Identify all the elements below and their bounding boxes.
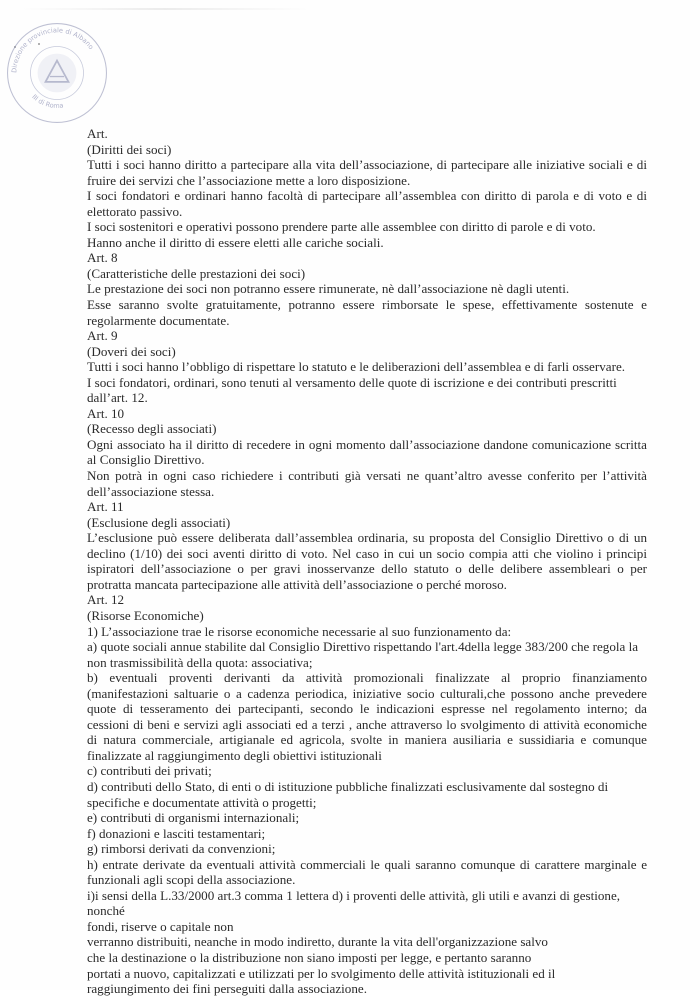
paragraph: Hanno anche il diritto di essere eletti alle cariche sociali. — [87, 234, 384, 250]
article-heading: Art. 12 — [87, 592, 125, 608]
closing-line: portati a nuovo, capitalizzati e utilizzati per lo svolgimento delle attività istituzionali ed il — [87, 965, 556, 981]
paragraph: 1) L’associazione trae le risorse economiche necessarie al suo funzionamento da: — [87, 623, 512, 639]
article-heading: Art. — [87, 126, 108, 141]
paragraph: Tutti i soci hanno l’obbligo di rispettare lo statuto e le deliberazioni dell’assemblea e di farli osservare. — [87, 359, 626, 375]
article-title: (Esclusione degli associati) — [87, 514, 231, 530]
article-heading: Art. 10 — [87, 405, 125, 421]
document-body — [87, 126, 647, 997]
article-7 — [87, 126, 647, 250]
stamp-inner-text: III di Roma — [30, 92, 64, 110]
article-heading: Art. 11 — [87, 499, 124, 515]
paragraph: Esse saranno svolte gratuitamente, potranno essere rimborsate le spese, effettivamente sostenute e regolarmente documentate. — [87, 297, 647, 328]
paragraph: I soci fondatori, ordinari, sono tenuti al versamento delle quote di iscrizione e dei contributi prescritti dall’art. 12. — [87, 374, 617, 406]
paragraph: I soci sostenitori e operativi possono prendere parte alle assemblee con diritto di parole e di voto. — [87, 219, 596, 235]
list-item: f) donazioni e lasciti testamentari; — [87, 825, 266, 841]
official-stamp — [4, 20, 110, 126]
article-heading: Art. 9 — [87, 328, 118, 344]
closing-line: che la destinazione o la distribuzione non siano imposti per legge, e pertanto saranno — [87, 949, 532, 965]
paragraph: Ogni associato ha il diritto di recedere in ogni momento dall’associazione dandone comunicazione scritta al Consiglio Direttivo. — [87, 436, 647, 468]
list-item: g) rimborsi derivati da convenzioni; — [87, 841, 276, 857]
closing-line: verranno distribuiti, neanche in modo indiretto, durante la vita dell'organizzazione salvo — [87, 934, 548, 950]
scan-edge-artifact — [20, 8, 310, 10]
closing-line: raggiungimento dei fini perseguiti dalla associazione. — [87, 981, 367, 997]
article-heading: Art. 8 — [87, 250, 118, 266]
paragraph: Le prestazione dei soci non potranno essere rimunerate, nè dall’associazione nè dagli utenti. — [87, 281, 570, 297]
closing-line: i)i sensi della L.33/2000 art.3 comma 1 lettera d) i proventi delle attività, gli utili e avanzi di gestione, nonché — [87, 887, 621, 919]
article-title: (Recesso degli associati) — [87, 421, 217, 437]
stamp-outer-text: Direzione provinciale di Albano — [10, 26, 96, 74]
article-title: (Doveri dei soci) — [87, 343, 176, 359]
paragraph: Tutti i soci hanno diritto a partecipare alla vita dell’associazione, di partecipare alle iniziative sociali e di fruire dei servizi che l’associazione mette a loro disposizione. — [87, 157, 647, 188]
list-item: a) quote sociali annue stabilite dal Consiglio Direttivo rispettando l'art.4della legge 383/200 che regola la non trasmissibilità della quota: associativa; — [87, 639, 639, 670]
list-item: e) contributi di organismi internazionali; — [87, 810, 300, 826]
article-title: (Diritti dei soci) — [87, 141, 172, 157]
closing-line: fondi, riserve o capitale non — [87, 918, 234, 934]
article-10 — [87, 406, 647, 499]
article-title: (Caratteristiche delle prestazioni dei soci) — [87, 265, 306, 281]
article-8 — [87, 250, 647, 328]
list-item: c) contributi dei privati; — [87, 763, 212, 779]
paragraph: L’esclusione può essere deliberata dall’assemblea ordinaria, su proposta del Consiglio Direttivo o di un declino (1/10) dei soci aventi diritto di voto. Nel caso in cui un socio compia atti che violino i principi ispiratori dell’associazione o per gravi inosservanze dello statuto o delle delibere assembleari o per protratta mancata partecipazione alle attività dell’associazione o perché moroso. — [87, 530, 647, 592]
list-item: d) contributi dello Stato, di enti o di istituzione pubbliche finalizzati esclusivamente dal sostegno di specifiche e documentate attività o progetti; — [87, 778, 609, 810]
article-12 — [87, 592, 647, 996]
list-item: b) eventuali proventi derivanti da attività promozionali finalizzate al proprio finanziamento (manifestazioni saltuarie o a cadenza periodica, iniziative socio culturali,che possono anche prevedere quote di tesseramento dei partecipanti, secondo le indicazioni espresse nel regolamento interno; da cessioni di beni e servizi agli associati ed a terzi , anche attraverso lo svolgimento di attività economiche di natura commerciale, artigianale ed agricola, svolte in maniera ausiliaria e sussidiaria e comunque finalizzate al raggiungimento degli obiettivi istituzionali — [87, 670, 647, 763]
paragraph: Non potrà in ogni caso richiedere i contributi già versati ne quant’altro avesse conferito per l’attività dell’associazione stessa. — [87, 468, 647, 499]
paragraph: I soci fondatori e ordinari hanno facoltà di partecipare all’assemblea con diritto di parola e di voto e di elettorato passivo. — [87, 188, 647, 219]
article-9 — [87, 328, 647, 406]
article-11 — [87, 499, 647, 592]
stamp-emblem-icon — [38, 54, 77, 93]
article-title: (Risorse Economiche) — [87, 607, 204, 623]
list-item: h) entrate derivate da eventuali attività commerciali le quali saranno comunque di carattere marginale e funzionali agli scopi della associazione. — [87, 856, 647, 888]
